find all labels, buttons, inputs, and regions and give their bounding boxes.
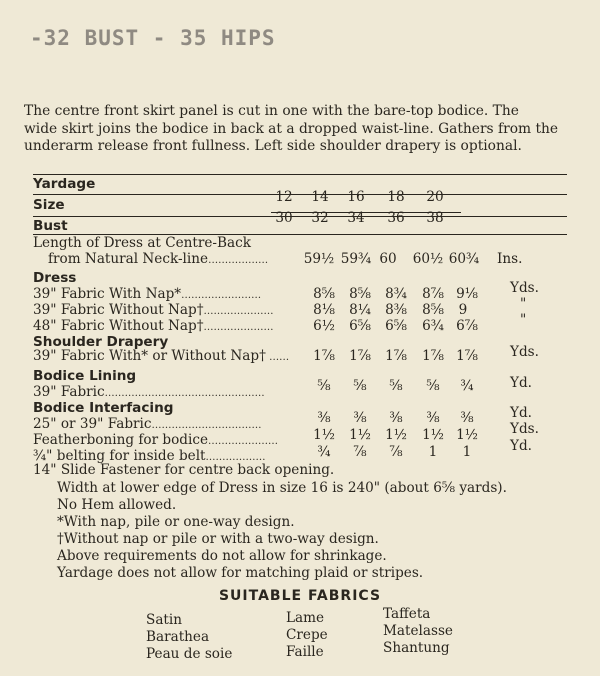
interf-r1-12: ⅜ <box>317 410 331 426</box>
leader-dots: ………………… <box>208 436 278 447</box>
size-stamp: -32 BUST - 35 HIPS <box>30 26 276 50</box>
yardage-label: Yardage <box>33 176 96 192</box>
dress-r1-20: 9⅛ <box>456 286 478 302</box>
fastener-note: 14" Slide Fastener for centre back opening. <box>33 462 335 478</box>
interf-r3-20: 1 <box>462 444 472 460</box>
bust-38: 38 <box>426 210 444 226</box>
dress-r1-16: 8¾ <box>385 286 407 302</box>
description-line: wide skirt joins the bodice in back at a dropped waist-line. Gathers from the <box>24 120 559 137</box>
fabric-item: Peau de soie <box>146 646 233 662</box>
shoulder-18: 1⅞ <box>422 348 444 364</box>
size-18: 18 <box>387 189 405 205</box>
fabric-column-3 <box>383 606 453 657</box>
leader-dots: ……………… <box>208 255 269 266</box>
interf-r3-14: ⅞ <box>353 444 367 460</box>
leader-dots: ……………… <box>205 452 266 463</box>
fabric-item: Satin <box>146 612 182 628</box>
note-shrinkage: Above requirements do not allow for shrinkage. <box>57 548 387 564</box>
interf-r3-unit: Yd. <box>510 438 532 454</box>
interfacing-row-3-text: ¾" belting for inside belt <box>33 448 206 464</box>
fabric-item: Matelasse <box>383 623 453 639</box>
fabric-item: Lame <box>286 610 325 626</box>
size-14: 14 <box>311 189 329 205</box>
lining-18: ⅝ <box>426 378 440 394</box>
shoulder-row-label <box>33 348 289 366</box>
length-20: 60¾ <box>448 251 480 267</box>
dress-r2-14: 8¼ <box>349 302 371 318</box>
interf-r1-18: ⅜ <box>426 410 440 426</box>
size-16: 16 <box>347 189 365 205</box>
interfacing-row-2-text: Featherboning for bodice <box>33 432 208 448</box>
fabric-column-2 <box>286 610 328 661</box>
leader-dots: ………………………………………… <box>104 388 265 399</box>
shoulder-unit: Yds. <box>510 344 539 360</box>
fabric-item: Faille <box>286 644 324 660</box>
size-20: 20 <box>426 189 444 205</box>
dress-r3-12: 6½ <box>313 318 335 334</box>
shoulder-16: 1⅞ <box>385 348 407 364</box>
interf-r2-12: 1½ <box>313 427 335 443</box>
lining-title: Bodice Lining <box>33 368 137 384</box>
lining-12: ⅝ <box>317 378 331 394</box>
interf-r1-16: ⅜ <box>389 410 403 426</box>
length-12: 59½ <box>303 251 335 267</box>
dress-r2-16: 8⅜ <box>385 302 407 318</box>
length-label-2 <box>48 251 268 269</box>
dress-row-3-text: 48" Fabric Without Nap† <box>33 318 204 334</box>
dress-r1-14: 8⅝ <box>349 286 371 302</box>
interfacing-row-1-text: 25" or 39" Fabric <box>33 416 152 432</box>
note-hem: No Hem allowed. <box>57 497 177 513</box>
pattern-description <box>24 103 566 156</box>
interf-r2-18: 1½ <box>422 427 444 443</box>
bust-32: 32 <box>311 210 329 226</box>
note-plaid: Yardage does not allow for matching plaid or stripes. <box>57 565 424 581</box>
table-top-rule <box>33 174 567 175</box>
leader-dots: ………………… <box>203 322 274 333</box>
bust-label: Bust <box>33 218 68 234</box>
dress-row-2-text: 39" Fabric Without Nap† <box>33 302 204 318</box>
length-18: 60½ <box>412 251 444 267</box>
interf-r3-16: ⅞ <box>389 444 403 460</box>
interf-r3-18: 1 <box>428 444 438 460</box>
fabric-item: Shantung <box>383 640 450 656</box>
length-16: 60 <box>379 251 397 267</box>
length-label-1: Length of Dress at Centre-Back <box>33 235 251 251</box>
description-line: The centre front skirt panel is cut in one with the bare-top bodice. The <box>24 103 519 119</box>
leader-dots: …… <box>265 352 290 363</box>
shoulder-row-text: 39" Fabric With* or Without Nap† <box>33 348 266 364</box>
lining-row-text: 39" Fabric <box>33 384 105 400</box>
interfacing-title: Bodice Interfacing <box>33 400 174 416</box>
dress-r3-16: 6⅝ <box>385 318 407 334</box>
dress-row-1-text: 39" Fabric With Nap* <box>33 286 182 302</box>
interf-r2-20: 1½ <box>456 427 478 443</box>
dress-r3-20: 6⅞ <box>456 318 478 334</box>
note-width: Width at lower edge of Dress in size 16 is 240" (about 6⅝ yards). <box>57 480 507 496</box>
length-label-2-text: from Natural Neck-line <box>48 251 209 267</box>
dress-r1-12: 8⅝ <box>313 286 335 302</box>
interf-r1-20: ⅜ <box>460 410 474 426</box>
shoulder-20: 1⅞ <box>456 348 478 364</box>
length-unit: Ins. <box>497 251 523 267</box>
lining-20: ¾ <box>460 378 474 394</box>
size-12: 12 <box>275 189 293 205</box>
bust-30: 30 <box>275 210 293 226</box>
shoulder-12: 1⅞ <box>313 348 335 364</box>
bust-34: 34 <box>347 210 365 226</box>
fabric-item: Barathea <box>146 629 210 645</box>
interf-r1-unit: Yd. <box>510 405 532 421</box>
dress-r2-12: 8⅛ <box>313 302 335 318</box>
leader-dots: ………………… <box>203 306 274 317</box>
fabric-column-1 <box>146 612 232 663</box>
fabric-item: Taffeta <box>383 606 431 622</box>
size-label: Size <box>33 197 65 213</box>
shoulder-title: Shoulder Drapery <box>33 334 169 350</box>
dress-r3-unit: " <box>520 312 527 328</box>
dress-r1-18: 8⅞ <box>422 286 444 302</box>
lining-16: ⅝ <box>389 378 403 394</box>
lining-14: ⅝ <box>353 378 367 394</box>
interf-r2-unit: Yds. <box>510 421 539 437</box>
interf-r2-16: 1½ <box>385 427 407 443</box>
dress-r3-14: 6⅝ <box>349 318 371 334</box>
length-14: 59¾ <box>340 251 372 267</box>
interf-r1-14: ⅜ <box>353 410 367 426</box>
lining-unit: Yd. <box>510 375 532 391</box>
dress-r3-18: 6¾ <box>422 318 444 334</box>
interf-r2-14: 1½ <box>349 427 371 443</box>
note-without-nap: †Without nap or pile or with a two-way design. <box>57 531 379 547</box>
shoulder-14: 1⅞ <box>349 348 371 364</box>
leader-dots: …………………………… <box>151 420 262 431</box>
fabric-item: Crepe <box>286 627 328 643</box>
dress-r1-unit: Yds. <box>510 280 539 296</box>
bust-36: 36 <box>387 210 405 226</box>
interf-r3-12: ¾ <box>317 444 331 460</box>
suitable-fabrics-title: SUITABLE FABRICS <box>218 588 382 604</box>
note-nap: *With nap, pile or one-way design. <box>57 514 295 530</box>
dress-r2-20: 9 <box>458 302 468 318</box>
dress-title: Dress <box>33 270 77 286</box>
dress-r2-18: 8⅝ <box>422 302 444 318</box>
leader-dots: …………………… <box>181 290 262 301</box>
dress-r2-unit: " <box>520 296 527 312</box>
description-line: underarm release front fullness. Left side shoulder drapery is optional. <box>24 138 522 154</box>
